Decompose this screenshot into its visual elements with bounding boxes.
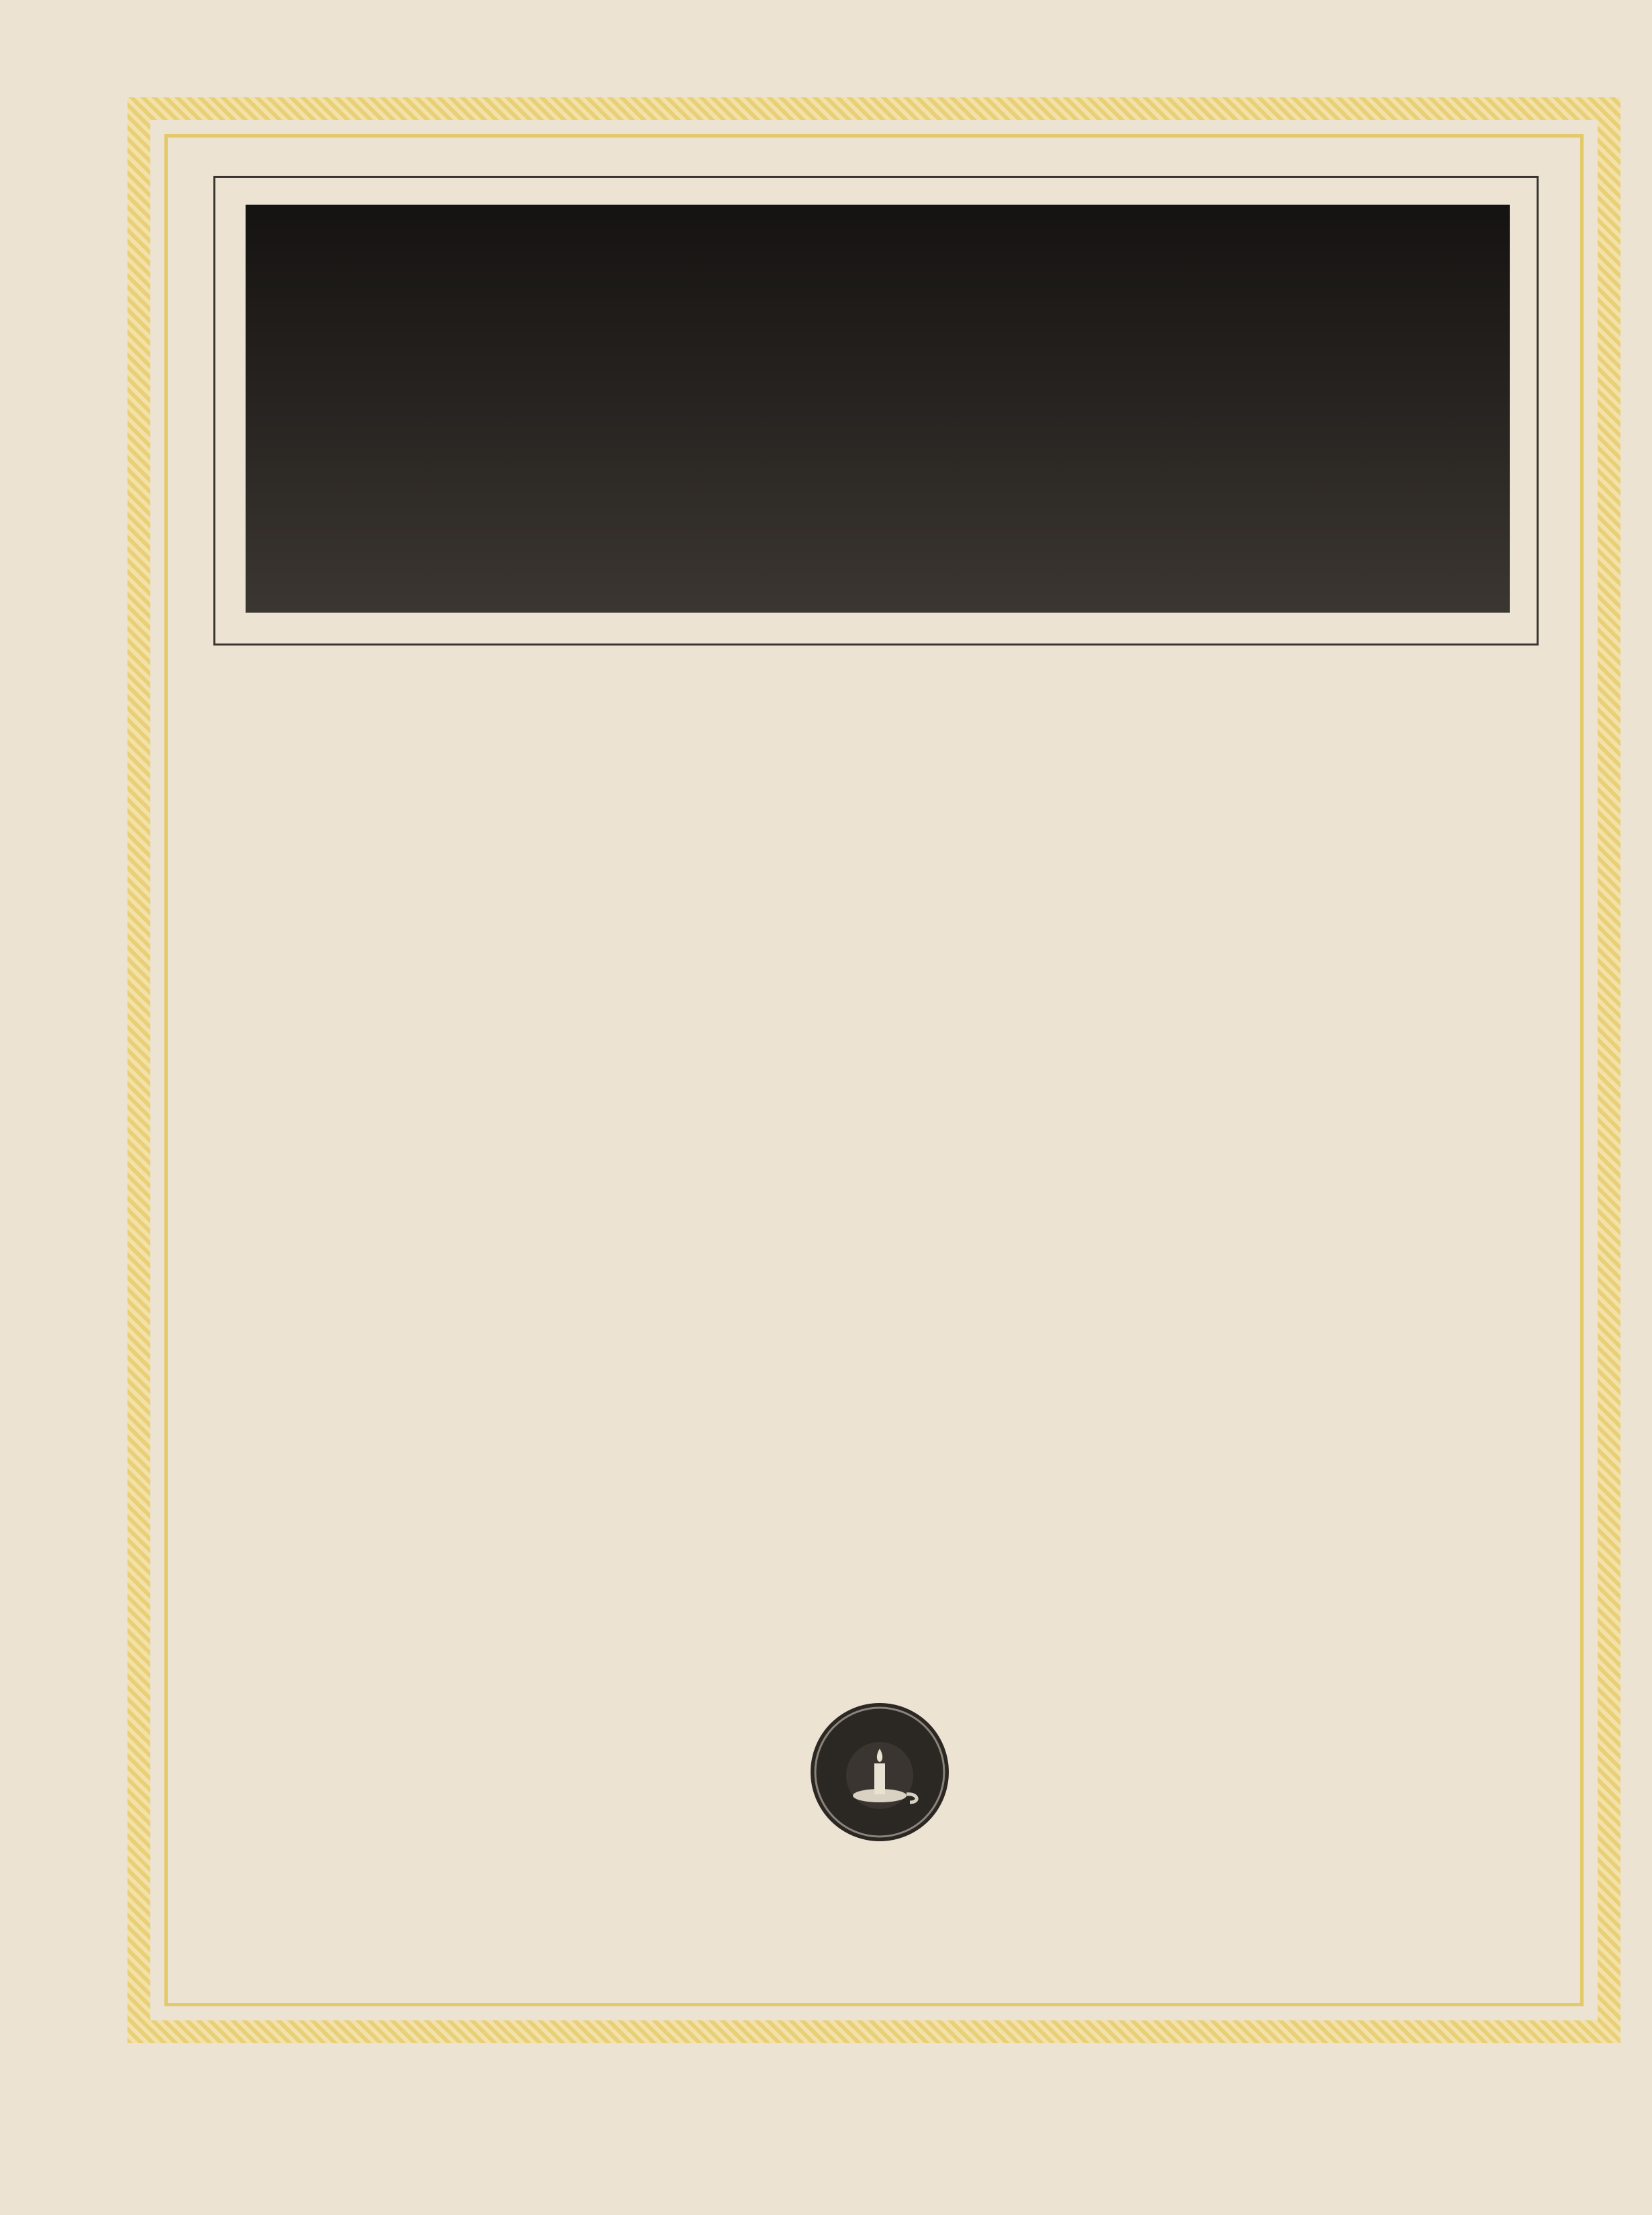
society-seal	[809, 1702, 950, 1843]
group-photo	[246, 205, 1510, 613]
